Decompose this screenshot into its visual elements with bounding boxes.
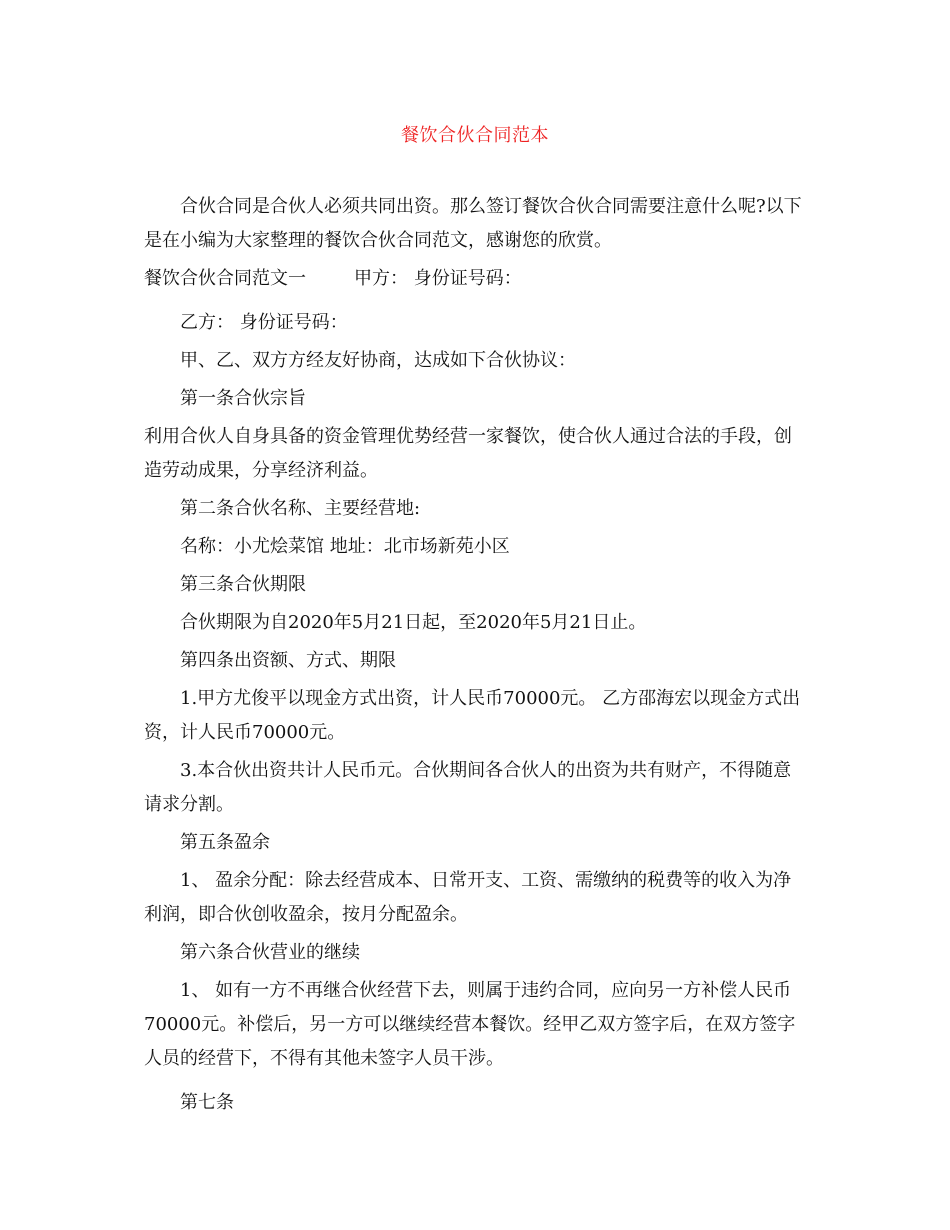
article-1-heading: 第一条合伙宗旨 [180,388,306,409]
agreement-statement: 甲、乙、双方方经友好协商，达成如下合伙协议： [180,350,576,371]
article-2-heading: 第二条合伙名称、主要经营地: [180,498,421,519]
article-1-text: 利用合伙人自身具备的资金管理优势经营一家餐饮，使合伙人通过合法的手段，创造劳动成果，分享经济利益。 [144,426,792,481]
intro-paragraph: 合伙合同是合伙人必须共同出资。那么签订餐饮合伙合同需要注意什么呢?以下是在小编为大家整理的餐饮合伙合同范文，感谢您的欣赏。 [144,196,802,251]
document-title: 餐饮合伙合同范本 [401,125,549,146]
document-body [144,190,808,1124]
article-6-heading: 第六条合伙营业的继续 [180,942,360,963]
article-7-heading: 第七条 [180,1092,234,1113]
article-4-item-3: 3.本合伙出资共计人民币元。合伙期间各合伙人的出资为共有财产，不得随意请求分割。 [144,760,792,815]
article-5-heading: 第五条盈余 [180,832,270,853]
article-4-item-1: 1.甲方尤俊平以现金方式出资，计人民币70000元。 乙方邵海宏以现金方式出资，计人民币70000元。 [144,688,801,743]
sample-heading: 餐饮合伙合同范文一 [144,268,306,289]
article-2-text: 名称：小尤烩菜馆 地址：北市场新苑小区 [180,536,510,557]
party-a-line: 甲方： 身份证号码： [354,268,522,289]
sample-heading-line [144,262,808,296]
article-3-heading: 第三条合伙期限 [180,574,306,595]
party-b-line: 乙方： 身份证号码： [180,312,348,333]
article-6-item-1: 1、 如有一方不再继合伙经营下去，则属于违约合同，应向另一方补偿人民币70000元。补偿后，另一方可以继续经营本餐饮。经甲乙双方签字后，在双方签字人员的经营下，不得有其他未签字人员干涉。 [144,980,796,1069]
article-3-text: 合伙期限为自2020年5月21日起，至2020年5月21日止。 [180,612,647,633]
article-4-heading: 第四条出资额、方式、期限 [180,650,396,671]
article-5-item-1: 1、 盈余分配：除去经营成本、日常开支、工资、需缴纳的税费等的收入为净利润，即合伙创收盈余，按月分配盈余。 [144,870,792,925]
